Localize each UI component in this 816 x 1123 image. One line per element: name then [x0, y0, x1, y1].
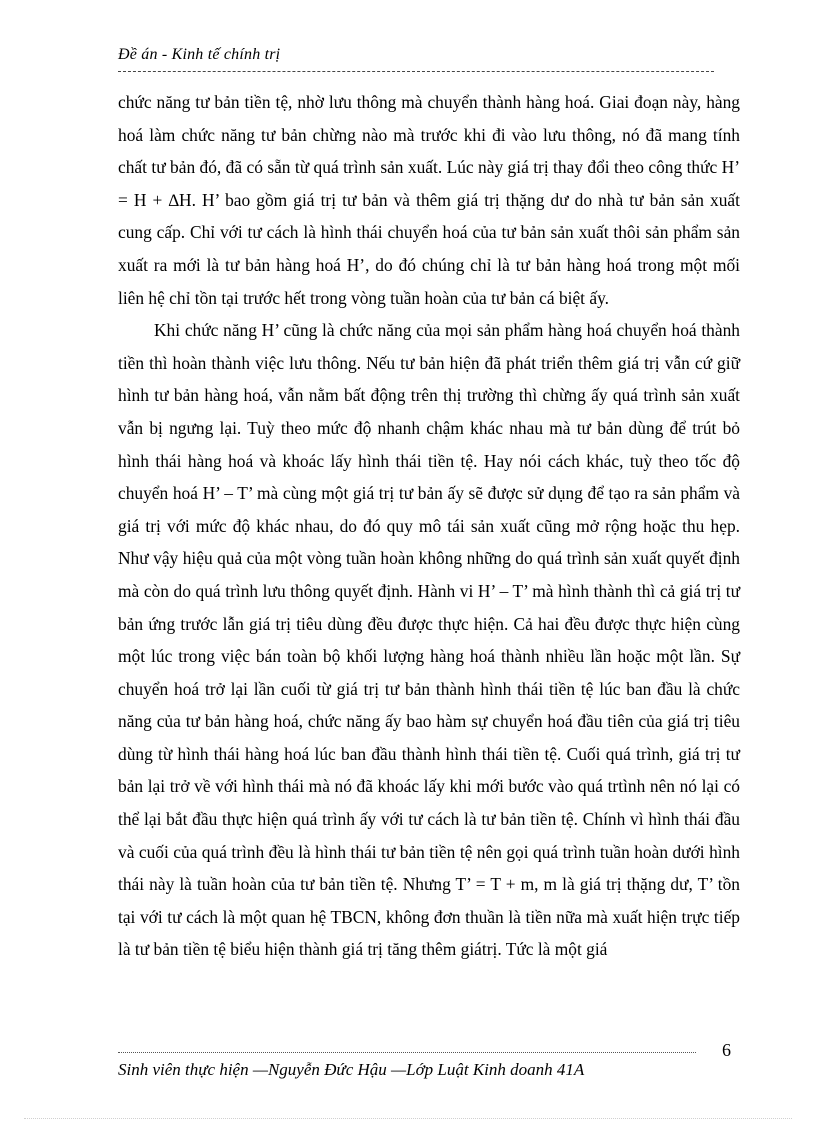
- body-paragraph: chức năng tư bản tiền tệ, nhờ lưu thông mà chuyển thành hàng hoá. Giai đoạn này, hàng hoá làm chức năng tư bản chừng nào mà trước khi đi vào lưu thông, nó đã mang tính chất tư bản đó, đã có sẵn từ quá trình sản xuất. Lúc này giá trị thay đổi theo công thức H’ = H + ∆H. H’ bao gồm giá trị tư bản và thêm giá trị thặng dư do nhà tư bản sản xuất cung cấp. Chỉ với tư cách là hình thái chuyển hoá của tư bản sản xuất thôi sản phẩm sản xuất ra mới là tư bản hàng hoá H’, do đó chúng chỉ là tư bản hàng hoá trong một mối liên hệ chỉ tồn tại trước hết trong vòng tuần hoàn của tư bản cá biệt ấy.: [118, 92, 740, 308]
- document-body: [118, 86, 740, 966]
- page-number: 6: [722, 1040, 731, 1060]
- footer-author-line: Sinh viên thực hiện —Nguyễn Đức Hậu —Lớp Luật Kinh doanh 41A: [118, 1060, 585, 1079]
- body-paragraph: Khi chức năng H’ cũng là chức năng của mọi sản phẩm hàng hoá chuyển hoá thành tiền thì hoàn thành việc lưu thông. Nếu tư bản hiện đã phát triển thêm giá trị vẫn cứ giữ hình tư bản hàng hoá, vẫn nằm bất động trên thị trường thì chừng ấy quá trình sản xuất vẫn bị ngưng lại. Tuỳ theo mức độ nhanh chậm khác nhau mà tư bản dùng để trút bỏ hình thái hàng hoá và khoác lấy hình thái tiền tệ. Hay nói cách khác, tuỳ theo tốc độ chuyển hoá H’ – T’ mà cùng một giá trị tư bản ấy sẽ được sử dụng để tạo ra sản phẩm và giá trị với mức độ khác nhau, do đó quy mô tái sản xuất cũng mở rộng hoặc thu hẹp. Như vậy hiệu quả của một vòng tuần hoàn không những do quá trình sản xuất quyết định mà còn do quá trình lưu thông quyết định. Hành vi H’ – T’ mà hình thành thì cả giá trị tư bản ứng trước lẫn giá trị tiêu dùng đều được thực hiện. Cả hai đều được thực hiện cùng một lúc trong việc bán toàn bộ khối lượng hàng hoá thành nhiều lần hoặc một lần. Sự chuyển hoá trở lại lần cuối từ giá trị tư bản thành hình thái tiền tệ lúc ban đầu là chức năng của tư bản hàng hoá, chức năng ấy bao hàm sự chuyển hoá đầu tiên của giá trị tiêu dùng từ hình thái hàng hoá lúc ban đầu thành hình thái tiền tệ. Cuối quá trình, giá trị tư bản lại trở về với hình thái mà nó đã khoác lấy khi mới bước vào quá trtình nên nó lại có thể lại bắt đầu thực hiện quá trình ấy với tư cách là tư bản tiền tệ. Chính vì hình thái đầu và cuối của quá trình đều là hình thái tư bản tiền tệ nên gọi quá trình tuần hoàn dưới hình thái này là tuần hoàn của tư bản tiền tệ. Nhưng T’ = T + m, m là giá trị thặng dư, T’ tồn tại với tư cách là một quan hệ TBCN, không đơn thuần là tiền nữa mà xuất hiện trực tiếp là tư bản tiền tệ biểu hiện thành giá trị tăng thêm giátrị. Tức là một giá: [118, 320, 740, 960]
- page-bottom-edge: [24, 1118, 792, 1119]
- footer-divider: [118, 1052, 696, 1053]
- page-header-title: Đề án - Kinh tế chính trị: [118, 46, 281, 63]
- header-divider: [118, 71, 714, 72]
